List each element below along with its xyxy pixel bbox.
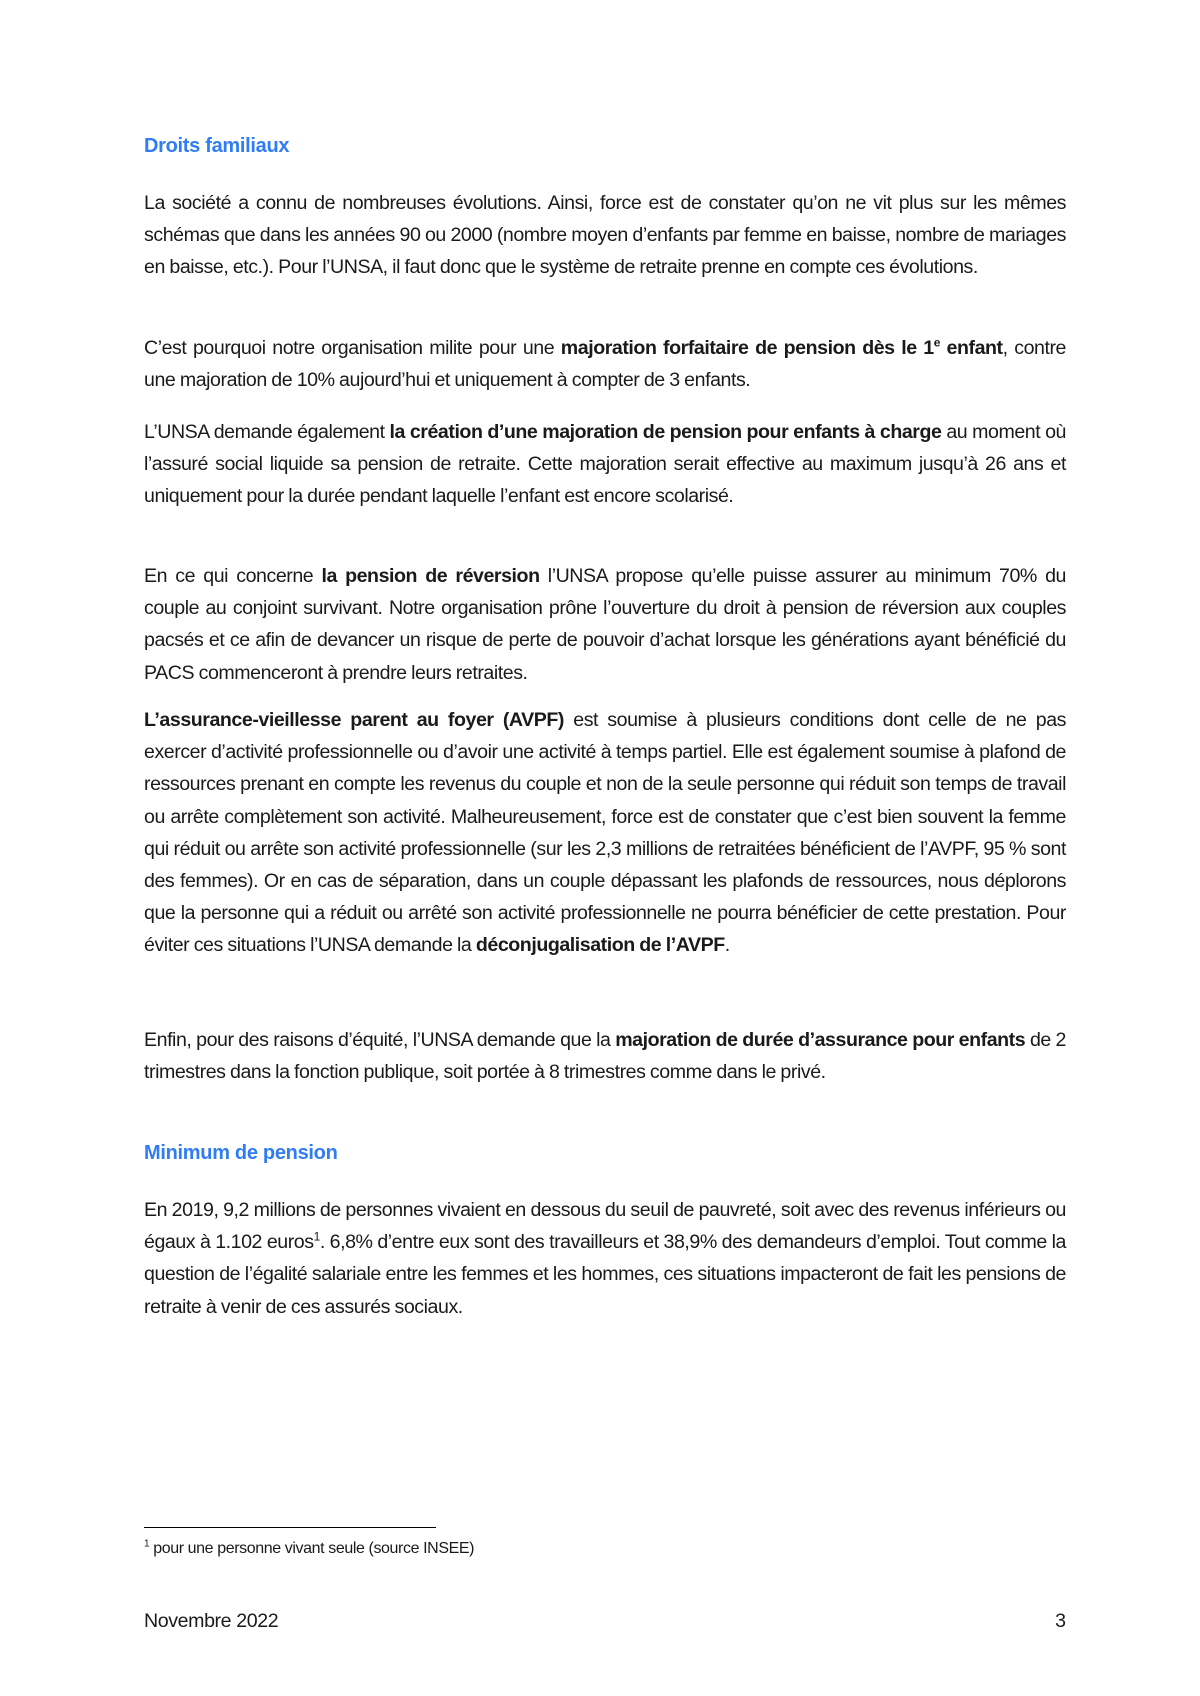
text: . 6,8% d’entre eux sont des travailleurs et 38,9% des demandeurs d’emploi. Tout comme la question de l’égalité salariale entre les femmes et les hommes, ces situations impacteront de fait les pensions de retraite à venir de ces assurés sociaux. — [144, 1231, 1066, 1318]
footnote-separator — [144, 1527, 436, 1528]
paragraph-evolutions: La société a connu de nombreuses évolutions. Ainsi, force est de constater qu’on ne vit plus sur les mêmes schémas que dans les années 90 ou 2000 (nombre moyen d’enfants par femme en baisse, nombre de mariages en baisse, etc.). Pour l’UNSA, il faut donc que le système de retraite prenne en compte ces évolutions. — [144, 192, 1066, 279]
paragraph-majoration-forfaitaire — [144, 332, 1066, 396]
section-heading-droits-familiaux: Droits familiaux — [144, 135, 290, 157]
paragraph-seuil-pauvrete — [144, 1194, 1066, 1323]
footnote — [144, 1540, 474, 1558]
page-number: 3 — [1055, 1610, 1066, 1632]
text: L’UNSA demande également — [144, 421, 390, 443]
bold-text: L’assurance-vieillesse parent au foyer (AVPF) — [144, 709, 564, 731]
text: au moment où l’assuré social liquide sa pension de retraite. Cette majoration serait effective au maximum jusqu’à 26 ans et uniquement pour la durée pendant laquelle l’enfant est encore scolarisé. — [144, 421, 1066, 508]
footer-date: Novembre 2022 — [144, 1610, 279, 1632]
bold-text: la pension de réversion — [321, 565, 540, 587]
bold-text: la création d’une majoration de pension pour enfants à charge — [389, 421, 942, 443]
paragraph-avpf — [144, 704, 1066, 962]
section-heading-minimum-pension: Minimum de pension — [144, 1142, 338, 1164]
document-page — [144, 0, 1066, 1696]
paragraph-enfants-a-charge — [144, 416, 1066, 513]
text: En 2019, 9,2 millions de personnes vivaient en dessous du seuil de pauvreté, soit avec des revenus inférieurs ou égaux à 1.102 euros — [144, 1199, 1066, 1254]
text: de 2 trimestres dans la fonction publique, soit portée à 8 trimestres comme dans le privé. — [144, 1029, 1067, 1084]
bold-text: déconjugalisation de l’AVPF — [475, 934, 725, 957]
text: est soumise à plusieurs conditions dont celle de ne pas exercer d’activité professionnelle ou d’avoir une activité à temps partiel. Elle est également soumise à plafond de ressources prenant en compte les revenus du couple et non de la seule personne qui réduit son temps de travail ou arrête complètement son activité. Malheureusement, force est de constater que c’est bien souvent la femme qui réduit ou arrête son activité professionnelle (sur les 2,3 millions de retraitées bénéficient de l’AVPF, 95 % sont des femmes). Or en cas de séparation, dans un couple dépassant les plafonds de ressources, nous déplorons que la personne qui a réduit ou arrêté son activité professionnelle ne pourra bénéficier de cette prestation. Pour éviter ces situations l’UNSA demande la — [144, 709, 1066, 957]
text: Enfin, pour des raisons d’équité, l’UNSA demande que la — [144, 1029, 616, 1051]
bold-text: enfant — [946, 337, 1003, 359]
text: En ce qui concerne — [144, 565, 322, 587]
footnote-text: pour une personne vivant seule (source INSEE) — [149, 1540, 475, 1557]
paragraph-pension-reversion — [144, 560, 1066, 689]
text: l’UNSA propose qu’elle puisse assurer au minimum 70% du couple au conjoint survivant. Notre organisation prône l’ouverture du droit à pension de réversion aux couples pacsés et ce afin de devancer un risque de perte de pouvoir d’achat lorsque les générations ayant bénéficié du PACS commenceront à prendre leurs retraites. — [144, 565, 1066, 684]
bold-text: majoration forfaitaire de pension dès le 1 — [560, 337, 934, 359]
text: , contre une majoration de 10% aujourd’hui et uniquement à compter de 3 enfants. — [144, 337, 1066, 392]
text: . — [724, 934, 730, 957]
text: C’est pourquoi notre organisation milite pour une — [144, 337, 561, 359]
paragraph-majoration-duree — [144, 1024, 1066, 1088]
footnote-reference[interactable]: 1 — [313, 1229, 320, 1244]
bold-text: majoration de durée d’assurance pour enfants — [615, 1029, 1026, 1051]
superscript: e — [933, 335, 940, 350]
footnote-marker: 1 — [144, 1538, 150, 1550]
